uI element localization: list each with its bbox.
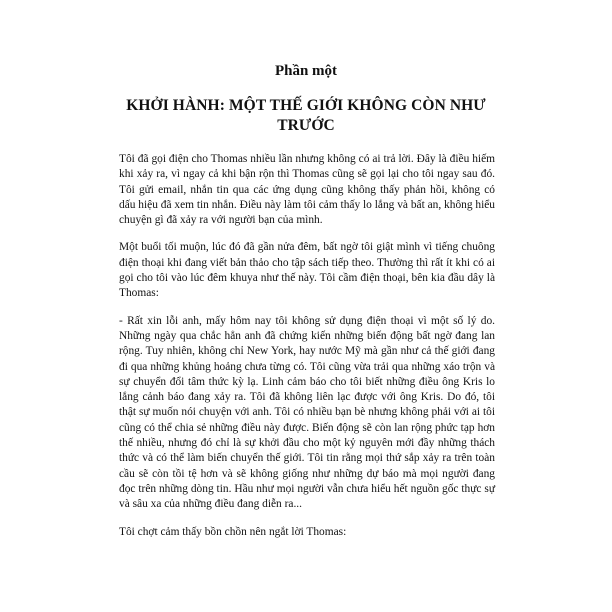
paragraph-1: Tôi đã gọi điện cho Thomas nhiều lần nhưng không có ai trả lời. Đây là điều hiếm khi xảy ra, vì ngay cả khi bận rộn thì Thomas cũng sẽ gọi lại cho tôi ngay sau đó. Tôi gửi email, nhắn tin qua các ứng dụng cũng không thấy phản hồi, không có dấu hiệu đã xem tin nhắn. Điều này làm tôi cảm thấy lo lắng và bất an, không hiểu chuyện gì đã xảy ra với người bạn của mình.: [119, 153, 495, 227]
part-label: Phần một: [274, 63, 338, 79]
paragraph-2: Một buổi tối muộn, lúc đó đã gần nửa đêm, bất ngờ tôi giật mình vì tiếng chuông điện thoại khi đang viết bản thảo cho tập sách tiếp theo. Thường thì rất ít khi có ai gọi cho tôi vào lúc đêm khuya như thế này. Tôi cầm điện thoại, bên kia đầu dây là Thomas:: [119, 241, 495, 300]
paragraph-3: - Rất xin lỗi anh, mấy hôm nay tôi không sử dụng điện thoại vì một số lý do. Những ngày qua chắc hẳn anh đã chứng kiến những biến động bất ngờ đang lan rộng. Tuy nhiên, không chỉ New York, hay nước Mỹ mà gần như cả thế giới đang đi qua những khủng hoảng chưa từng có. Tôi cũng vừa trải qua những xáo trộn và sự chuyển đổi tâm thức kỳ lạ. Linh cảm báo cho tôi biết những điều ông Kris lo lắng cảnh báo đang xảy ra. Tôi đã không liên lạc được với ông Kris. Do đó, tôi thật sự muốn nói chuyện với anh. Tôi có nhiều bạn bè nhưng không phải với ai tôi cũng có thể chia sẻ những điều này được. Biến động sẽ còn lan rộng phức tạp hơn thế nhiều, nhưng đó chỉ là sự khởi đầu cho một kỷ nguyên mới đầy những thách thức và có thể làm biến chuyển thế giới. Tôi tin rằng mọi thứ sắp xảy ra trên toàn cầu sẽ còn tồi tệ hơn và sẽ không giống như những dự báo mà mọi người đang đọc trên những dòng tin. Hầu như mọi người vẫn chưa hiểu hết nguồn gốc thực sự và sâu xa của những điều đang diễn ra...: [119, 314, 495, 511]
chapter-title: KHỞI HÀNH: MỘT THẾ GIỚI KHÔNG CÒN NHƯ TRƯỚC: [126, 97, 486, 134]
chapter-body: [119, 152, 495, 552]
paragraph-4: Tôi chợt cảm thấy bồn chồn nên ngắt lời Thomas:: [119, 525, 347, 538]
